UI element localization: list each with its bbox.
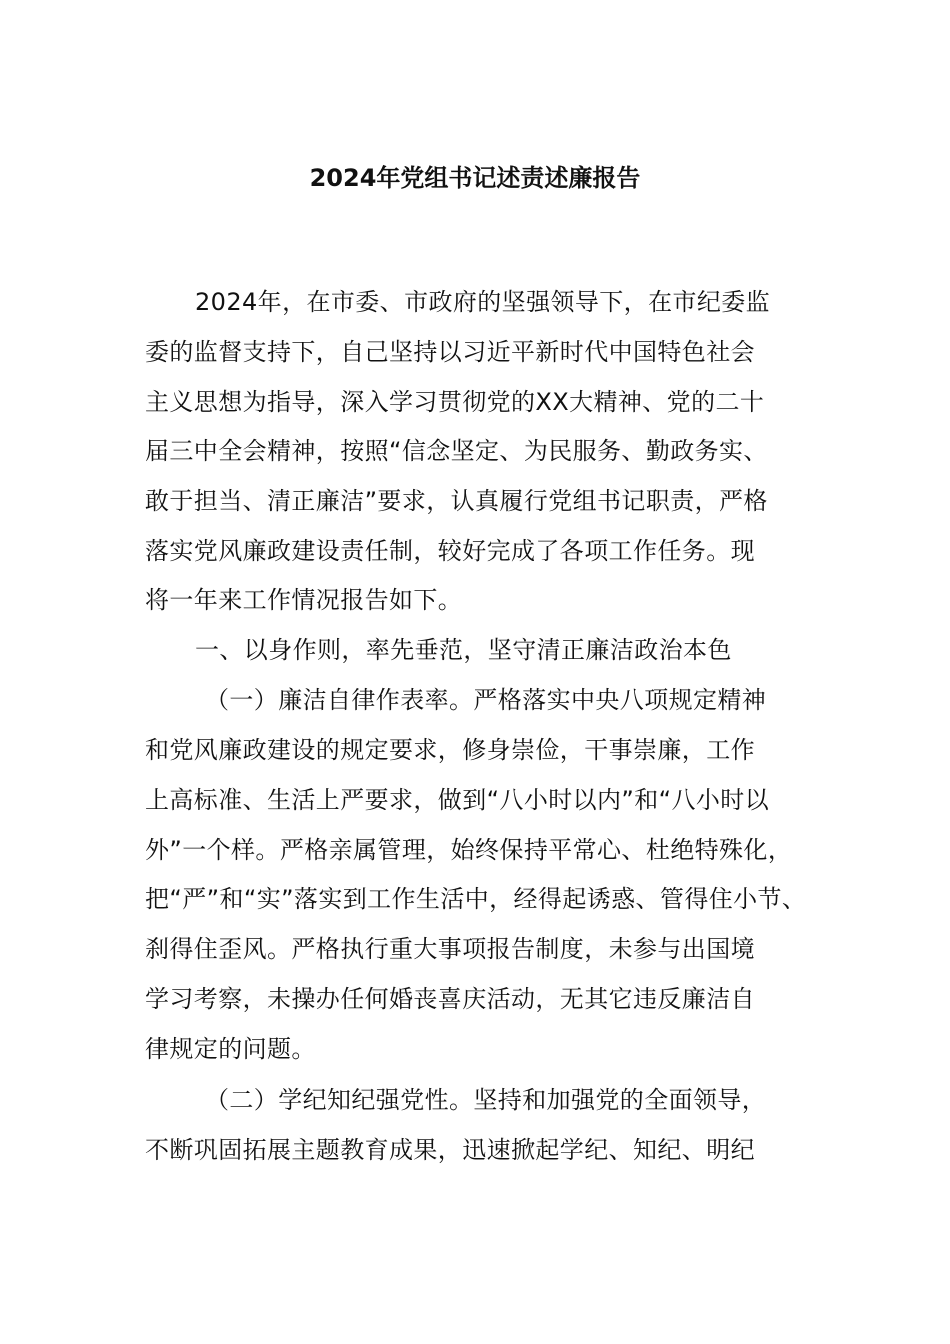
paragraph-2-line-6: 刹得住歪风。严格执行重大事项报告制度，未参与出国境 <box>145 935 755 963</box>
paragraph-2-line-2: 和党风廉政建设的规定要求，修身崇俭，干事崇廉，工作 <box>145 736 755 764</box>
paragraph-1-line-5: 敢于担当、清正廉洁”要求，认真履行党组书记职责，严格 <box>145 487 768 515</box>
paragraph-1-line-1: 2024年，在市委、市政府的坚强领导下，在市纪委监 <box>195 288 771 316</box>
paragraph-1-line-7: 将一年来工作情况报告如下。 <box>145 586 463 614</box>
paragraph-2-line-4: 外”一个样。严格亲属管理，始终保持平常心、杜绝特殊化， <box>145 836 793 864</box>
paragraph-2-line-3: 上高标准、生活上严要求，做到“八小时以内”和“八小时以 <box>145 786 770 814</box>
paragraph-1-line-4: 届三中全会精神，按照“信念坚定、为民服务、勤政务实、 <box>145 437 768 465</box>
paragraph-1-line-6: 落实党风廉政建设责任制，较好完成了各项工作任务。现 <box>145 537 755 565</box>
paragraph-2-line-8: 律规定的问题。 <box>145 1035 316 1063</box>
paragraph-3-line-1: （二）学纪知纪强党性。坚持和加强党的全面领导， <box>205 1086 767 1114</box>
paragraph-1-line-2: 委的监督支持下，自己坚持以习近平新时代中国特色社会 <box>145 338 755 366</box>
paragraph-2-line-1: （一）廉洁自律作表率。严格落实中央八项规定精神 <box>205 686 767 714</box>
paragraph-1-line-3: 主义思想为指导，深入学习贯彻党的XX大精神、党的二十 <box>145 388 765 416</box>
paragraph-3-line-2: 不断巩固拓展主题教育成果，迅速掀起学纪、知纪、明纪 <box>145 1136 755 1164</box>
paragraph-2-line-5: 把“严”和“实”落实到工作生活中，经得起诱惑、管得住小节、 <box>145 885 807 913</box>
section-heading-1: 一、以身作则，率先垂范，坚守清正廉洁政治本色 <box>195 636 732 664</box>
paragraph-2-line-7: 学习考察，未操办任何婚丧喜庆活动，无其它违反廉洁自 <box>145 985 755 1013</box>
document-title: 2024年党组书记述责述廉报告 <box>309 164 641 192</box>
